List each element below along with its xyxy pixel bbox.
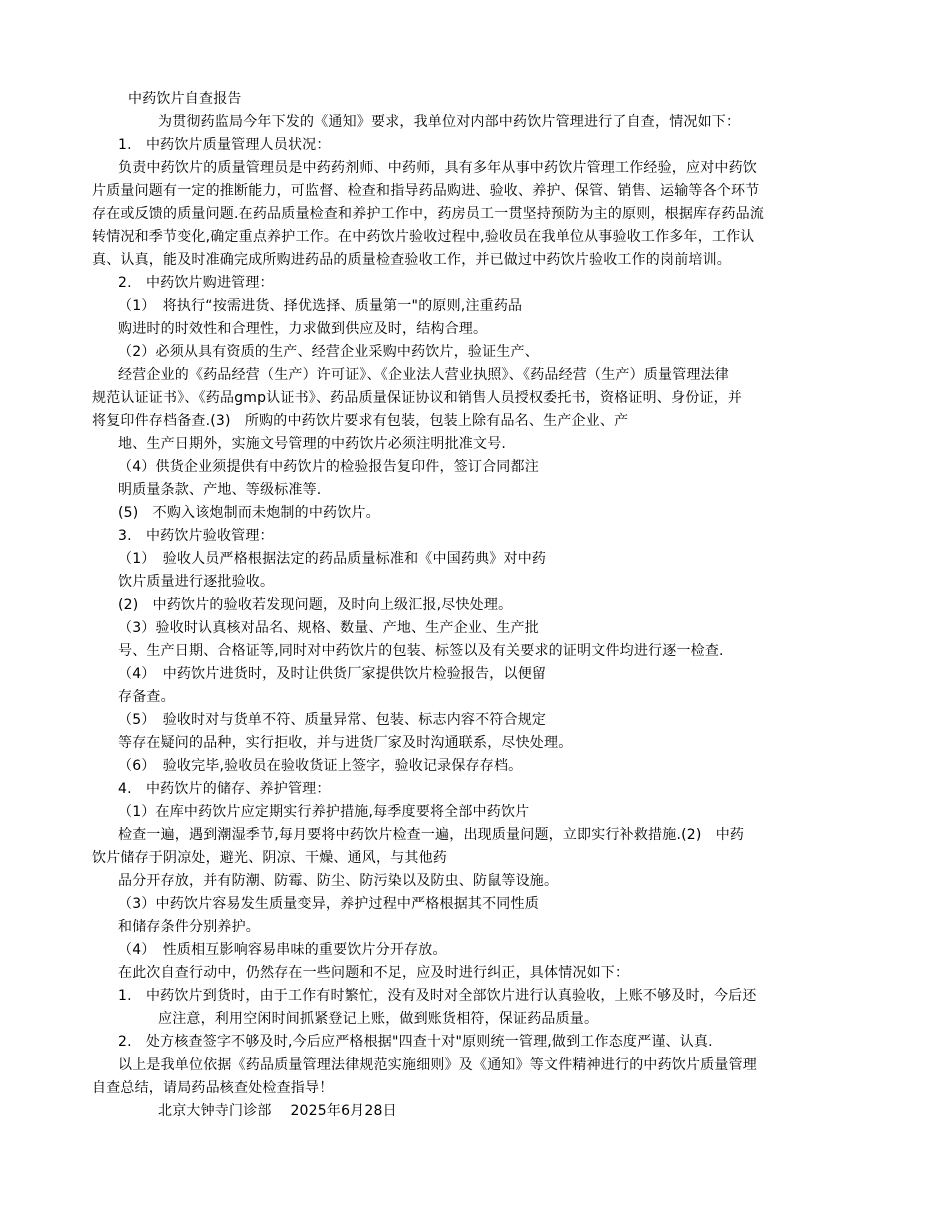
doc-line: 经营企业的《药品经营（生产）许可证》、《企业法人营业执照》、《药品经营（生产）质量管理法律: [118, 367, 729, 383]
doc-line: 自查总结，请局药品核查处检查指导！: [92, 1080, 334, 1096]
doc-line: （3）验收时认真核对品名、规格、数量、产地、生产企业、生产批: [118, 620, 539, 636]
doc-line: 以上是我单位依据《药品质量管理法律规范实施细则》及《通知》等文件精神进行的中药饮片质量管理: [118, 1057, 757, 1073]
doc-line: （1）在库中药饮片应定期实行养护措施,每季度要将全部中药饮片: [118, 804, 530, 820]
doc-line: 在此次自查行动中，仍然存在一些问题和不足，应及时进行纠正，具体情况如下：: [118, 965, 630, 981]
doc-line: （4） 性质相互影响容易串味的重要饮片分开存放。: [118, 942, 447, 958]
doc-line: 明质量条款、产地、等级标准等.: [118, 482, 322, 498]
doc-line: 号、生产日期、合格证等,同时对中药饮片的包装、标签以及有关要求的证明文件均进行逐一检查.: [118, 643, 724, 659]
doc-line: （4） 中药饮片进货时，及时让供货厂家提供饮片检验报告，以便留: [118, 666, 547, 682]
doc-line: （5） 验收时对与货单不符、质量异常、包装、标志内容不符合规定: [118, 712, 547, 728]
doc-line: （2）必须从具有资质的生产、经营企业采购中药饮片，验证生产、: [118, 344, 539, 360]
doc-line: 为贯彻药监局今年下发的《通知》要求，我单位对内部中药饮片管理进行了自查，情况如下：: [158, 114, 741, 130]
doc-line: 2. 中药饮片购进管理：: [118, 275, 274, 291]
doc-line: 品分开存放，并有防潮、防霉、防尘、防污染以及防虫、防鼠等设施。: [118, 873, 559, 889]
doc-line: 和储存条件分别养护。: [118, 919, 260, 935]
doc-line: （1） 将执行“按需进货、择优选择、质量第一"的原则,注重药品: [118, 298, 523, 314]
doc-line: 3. 中药饮片验收管理：: [118, 528, 274, 544]
document-title: 中药饮片自查报告: [128, 91, 242, 107]
doc-line: （6） 验收完毕,验收员在验收货证上签字，验收记录保存存档。: [118, 758, 523, 774]
doc-line: 1. 中药饮片到货时，由于工作有时繁忙，没有及时对全部饮片进行认真验收，上账不够及时，今后还: [118, 988, 757, 1004]
doc-line: 真、认真，能及时准确完成所购进药品的质量检查验收工作，并已做过中药饮片验收工作的岗前培训。: [92, 252, 731, 268]
doc-line: （3）中药饮片容易发生质量变异，养护过程中严格根据其不同性质: [118, 896, 539, 912]
doc-line: 地、生产日期外，实施文号管理的中药饮片必须注明批准文号.: [118, 436, 507, 452]
doc-line: 饮片质量进行逐批验收。: [118, 574, 275, 590]
doc-line: 检查一遍，遇到潮湿季节,每月要将中药饮片检查一遍，出现质量问题，立即实行补救措施.(2) 中药: [118, 827, 745, 843]
doc-line: 存在或反馈的质量问题.在药品质量检查和养护工作中，药房员工一贯坚持预防为主的原则，根据库存药品流: [92, 206, 765, 222]
doc-line: 片质量问题有一定的推断能力，可监督、检查和指导药品购进、验收、养护、保管、销售、运输等各个环节: [92, 183, 760, 199]
doc-line: (5) 不购入该炮制而未炮制的中药饮片。: [118, 505, 380, 521]
doc-line: 2. 处方核查签字不够及时,今后应严格根据"四查十对"原则统一管理,做到工作态度严谨、认真.: [118, 1034, 713, 1050]
doc-line: 应注意，利用空闲时间抓紧登记上账，做到账货相符，保证药品质量。: [158, 1011, 599, 1027]
doc-signature: 北京大钟寺门诊部 2025年6月28日: [158, 1103, 397, 1119]
doc-line: 存备查。: [118, 689, 175, 705]
doc-line: 饮片储存于阴凉处，避光、阴凉、干燥、通风，与其他药: [92, 850, 447, 866]
doc-line: 1. 中药饮片质量管理人员状况：: [118, 137, 331, 153]
doc-line: 规范认证证书》、《药品gmp认证书》、药品质量保证协议和销售人员授权委托书，资格证明、身份证，并: [92, 390, 743, 406]
doc-line: （4）供货企业须提供有中药饮片的检验报告复印件，签订合同都注: [118, 459, 539, 475]
doc-line: 将复印件存档备查.(3) 所购的中药饮片要求有包装，包装上除有品名、生产企业、产: [92, 413, 629, 429]
doc-line: 负责中药饮片的质量管理员是中药药剂师、中药师，具有多年从事中药饮片管理工作经验，应对中药饮: [118, 160, 757, 176]
doc-line: 购进时的时效性和合理性，力求做到供应及时，结构合理。: [118, 321, 488, 337]
doc-line: 转情况和季节变化,确定重点养护工作。在中药饮片验收过程中,验收员在我单位从事验收工作多年，工作认: [92, 229, 755, 245]
doc-line: (2) 中药饮片的验收若发现问题，及时向上级汇报,尽快处理。: [118, 597, 513, 613]
doc-line: 等存在疑问的品种，实行拒收，并与进货厂家及时沟通联系，尽快处理。: [118, 735, 573, 751]
doc-line: （1） 验收人员严格根据法定的药品质量标准和《中国药典》对中药: [118, 551, 547, 567]
doc-line: 4. 中药饮片的储存、养护管理：: [118, 781, 331, 797]
